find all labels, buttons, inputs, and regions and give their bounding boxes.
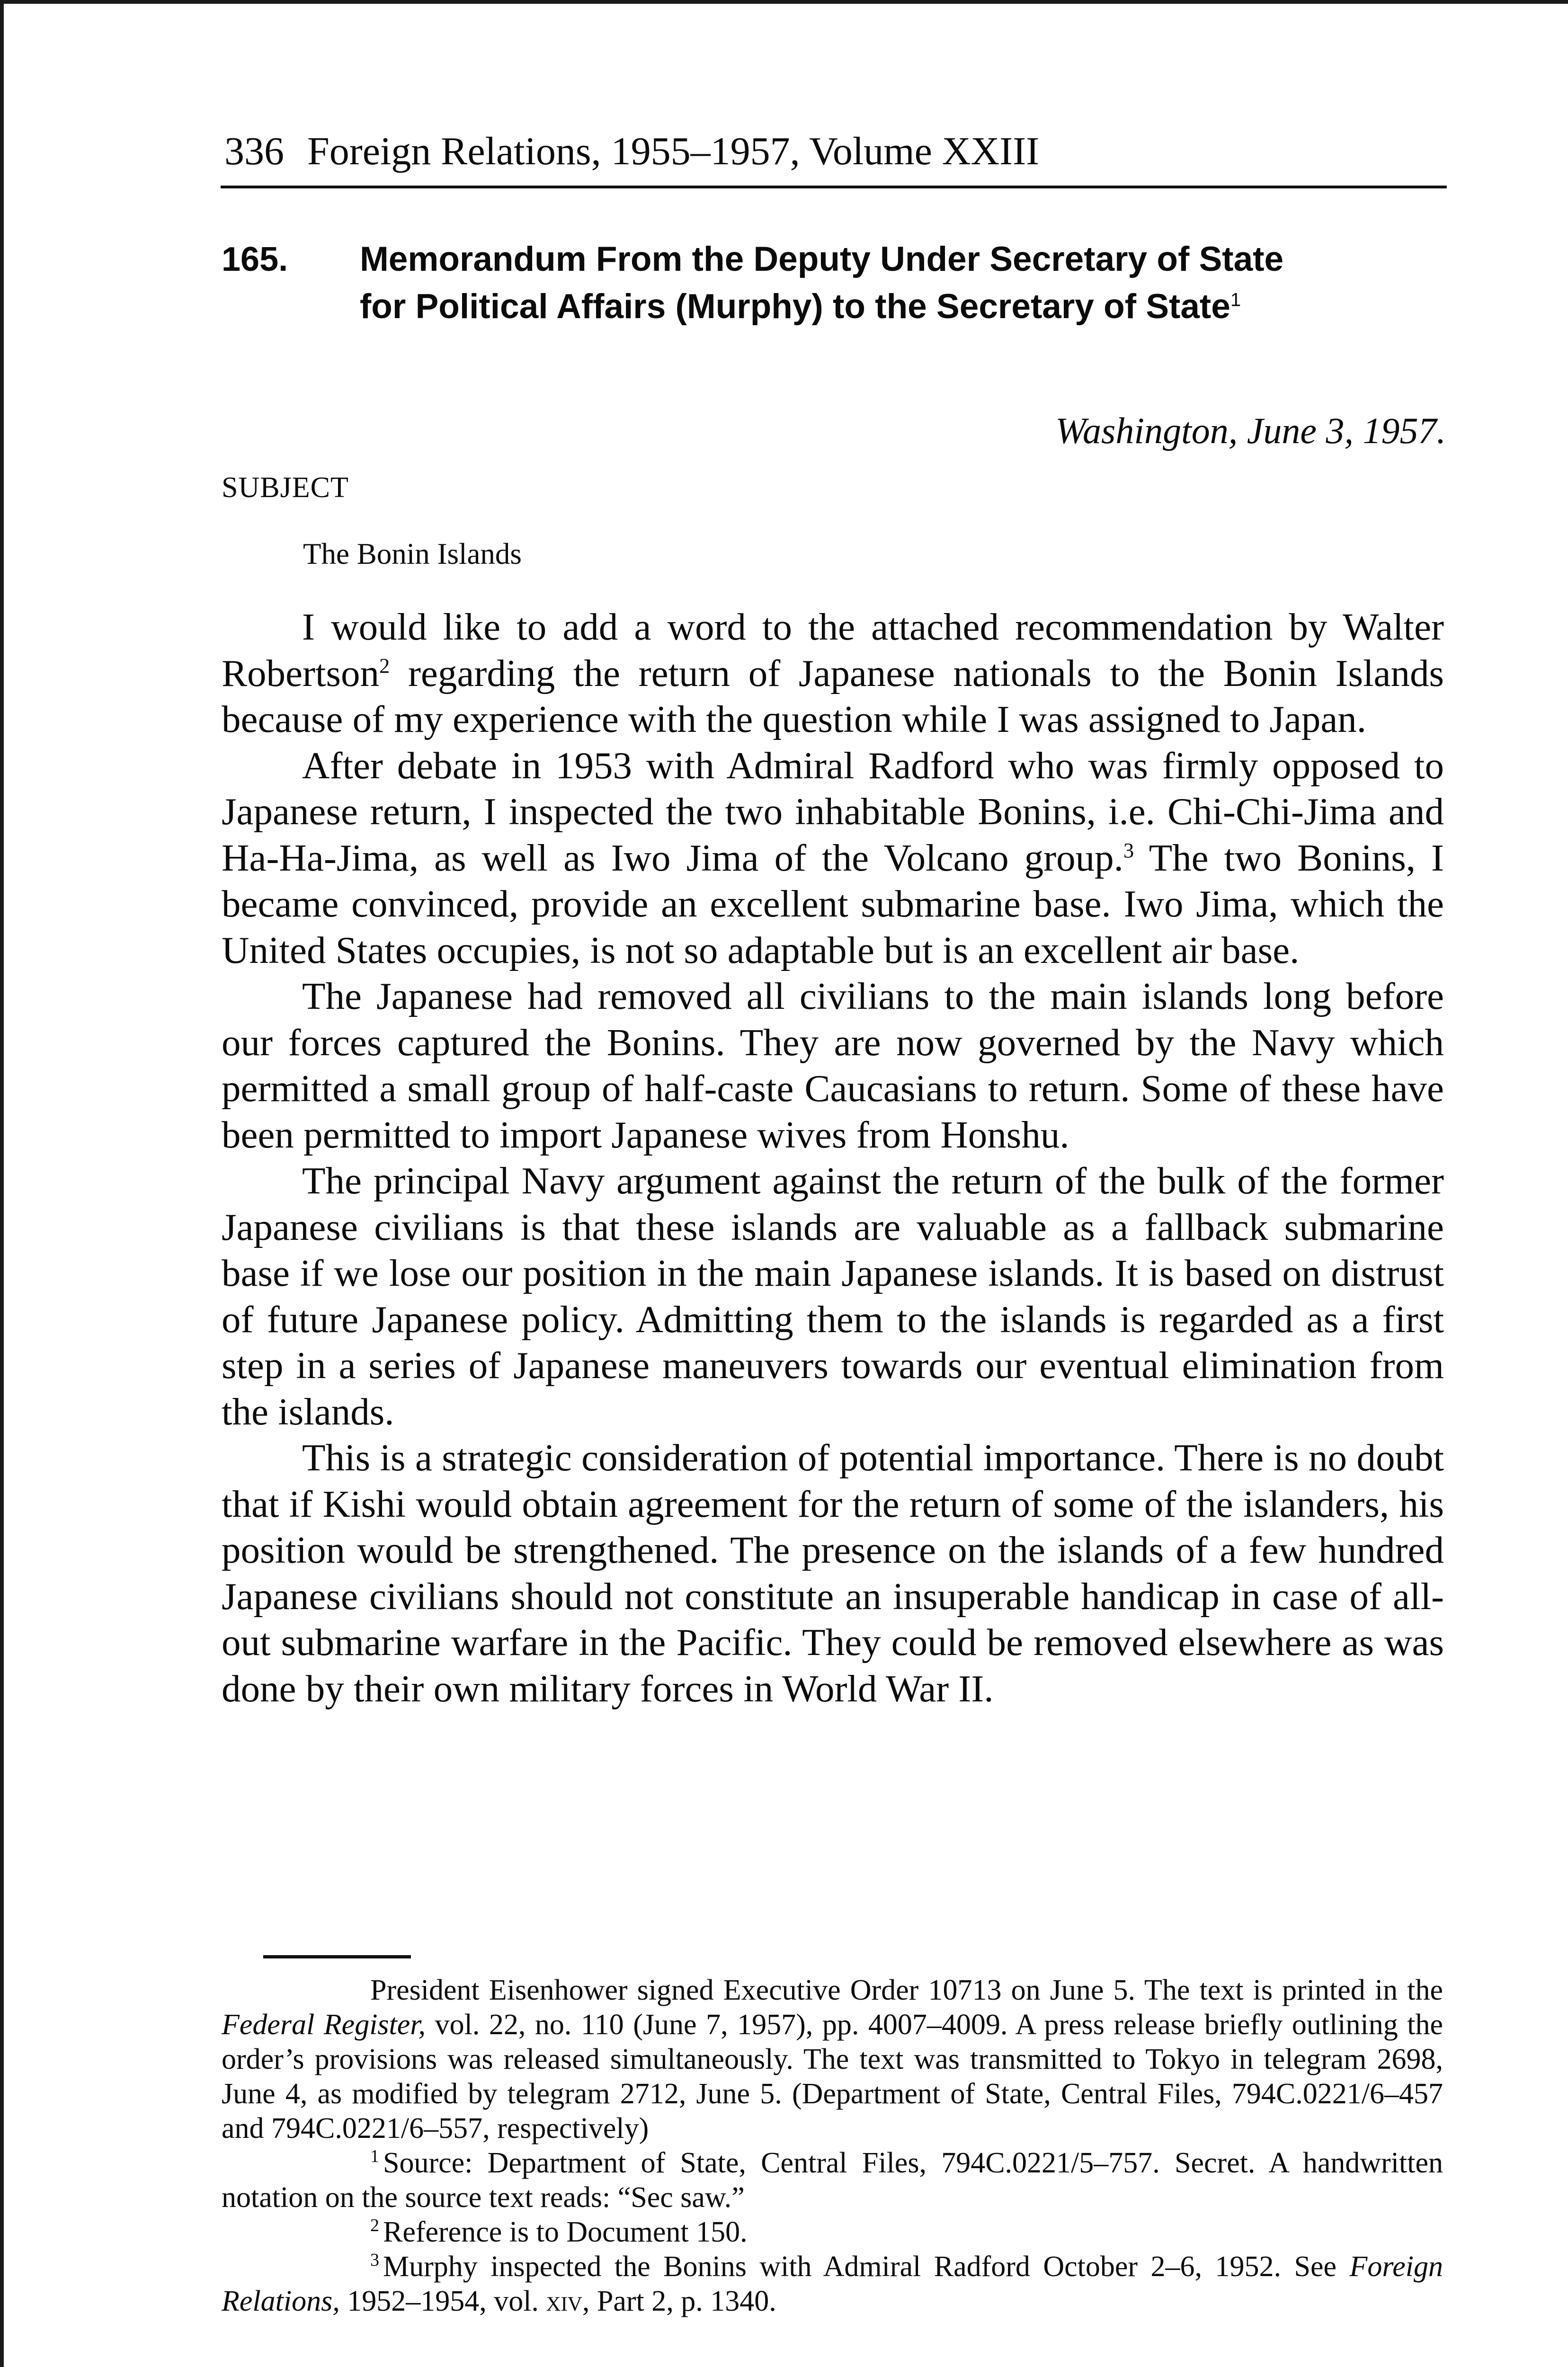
- body-paragraph-1-part-2: regarding the return of Japanese nationals to the Bonin Islands because of my experience with the question while I was assigned to Japan.: [222, 651, 1444, 740]
- body-paragraph-1-part-1: I would like to add a word to the attached recommendation by Walter Robertson: [222, 605, 1444, 694]
- memo-body: [222, 604, 1444, 1712]
- document-title-line-1: Memorandum From the Deputy Under Secretary of State: [360, 240, 1284, 278]
- document-title-line-2-text: for Political Affairs (Murphy) to the Secretary of State: [360, 287, 1230, 326]
- footnote-1-text: Source: Department of State, Central Files, 794C.0221/5–757. Secret. A handwritten notation on the source text reads: “Sec saw.”: [222, 2147, 1443, 2214]
- document-number: 165.: [222, 240, 288, 278]
- editorial-note-italic: Federal Register,: [222, 2009, 426, 2041]
- subject-text: The Bonin Islands: [303, 537, 522, 570]
- footnote-3-volume: xiv: [546, 2285, 582, 2317]
- footnote-2: [222, 2215, 1443, 2250]
- body-paragraph-4: The principal Navy argument against the return of the bulk of the former Japanese civilians is that these islands are valuable as a fallback submarine base if we lose our position in the main Japanese islands. It is based on distrust of future Japanese policy. Admitting them to the islands is regarded as a first step in a series of Japanese maneuvers towards our eventual elimination from the islands.: [222, 1159, 1444, 1433]
- editorial-note: [222, 1973, 1443, 2146]
- body-paragraph-5: This is a strategic consideration of potential importance. There is no doubt that if Kishi would obtain agreement for the return of some of the islanders, his position would be strengthened. The presence on the islands of a few hundred Japanese civilians should not constitute an insuperable handicap in case of all-out submarine warfare in the Pacific. They could be removed elsewhere as was done by their own military forces in World War II.: [222, 1436, 1444, 1710]
- scan-left-border: [0, 0, 4, 2367]
- editorial-note-part-1: President Eisenhower signed Executive Order 10713 on June 5. The text is printed in the: [370, 1974, 1443, 2006]
- body-paragraph-2-part-1: After debate in 1953 with Admiral Radford who was firmly opposed to Japanese return, I inspected the two inhabitable Bonins, i.e. Chi-Chi-Jima and Ha-Ha-Jima, as well as Iwo Jima of the Volcano group.: [222, 744, 1444, 879]
- footnotes: [222, 1973, 1443, 2319]
- footnote-1-marker: 1: [370, 2146, 379, 2167]
- footnote-ref-2[interactable]: 2: [379, 653, 390, 677]
- running-head: [224, 128, 1446, 175]
- footnote-3-part-1: Murphy inspected the Bonins with Admiral Radford October 2–6, 1952. See: [383, 2251, 1350, 2283]
- subject-label: SUBJECT: [222, 472, 349, 504]
- footnote-3-part-2: 1952–1954, vol.: [339, 2285, 546, 2317]
- dateline: Washington, June 3, 1957.: [1055, 410, 1446, 451]
- page-number: 336: [224, 129, 284, 173]
- footnote-2-marker: 2: [370, 2216, 379, 2236]
- document-title-line-2: [360, 283, 1449, 330]
- document-title: [360, 236, 1449, 330]
- footnote-3-marker: 3: [370, 2250, 379, 2270]
- footnote-3-part-3: , Part 2, p. 1340.: [582, 2285, 776, 2317]
- body-paragraph-3: The Japanese had removed all civilians to the main islands long before our forces captured the Bonins. They are now governed by the Navy which permitted a small group of half-caste Caucasians to return. Some of these have been permitted to import Japanese wives from Honshu.: [222, 975, 1444, 1156]
- footnote-ref-1[interactable]: 1: [1230, 289, 1241, 311]
- footnote-3-italic: Foreign Relations,: [222, 2251, 1443, 2317]
- body-paragraph-1: [222, 604, 1444, 743]
- footnote-1: [222, 2146, 1443, 2215]
- header-rule: [221, 186, 1447, 188]
- footnote-3: [222, 2250, 1443, 2319]
- body-paragraph-2-part-2: The two Bonins, I became convinced, provide an excellent submarine base. Iwo Jima, which the United States occupies, is not so adaptable but is an excellent air base.: [222, 836, 1444, 971]
- scan-top-border: [0, 0, 1568, 4]
- footnote-2-text: Reference is to Document 150.: [383, 2216, 748, 2248]
- body-paragraph-2: [222, 743, 1444, 974]
- editorial-note-part-2: vol. 22, no. 110 (June 7, 1957), pp. 4007–4009. A press release briefly outlining the order’s provisions was released simultaneously. The text was transmitted to Tokyo in telegram 2698, June 4, as modified by telegram 2712, June 5. (Department of State, Central Files, 794C.0221/6–457 and 794C.0221/6–557, respectively): [222, 2009, 1443, 2145]
- volume-title: Foreign Relations, 1955–1957, Volume XXIII: [307, 129, 1040, 173]
- footnote-ref-3[interactable]: 3: [1123, 838, 1134, 862]
- footnote-rule: [263, 1955, 411, 1958]
